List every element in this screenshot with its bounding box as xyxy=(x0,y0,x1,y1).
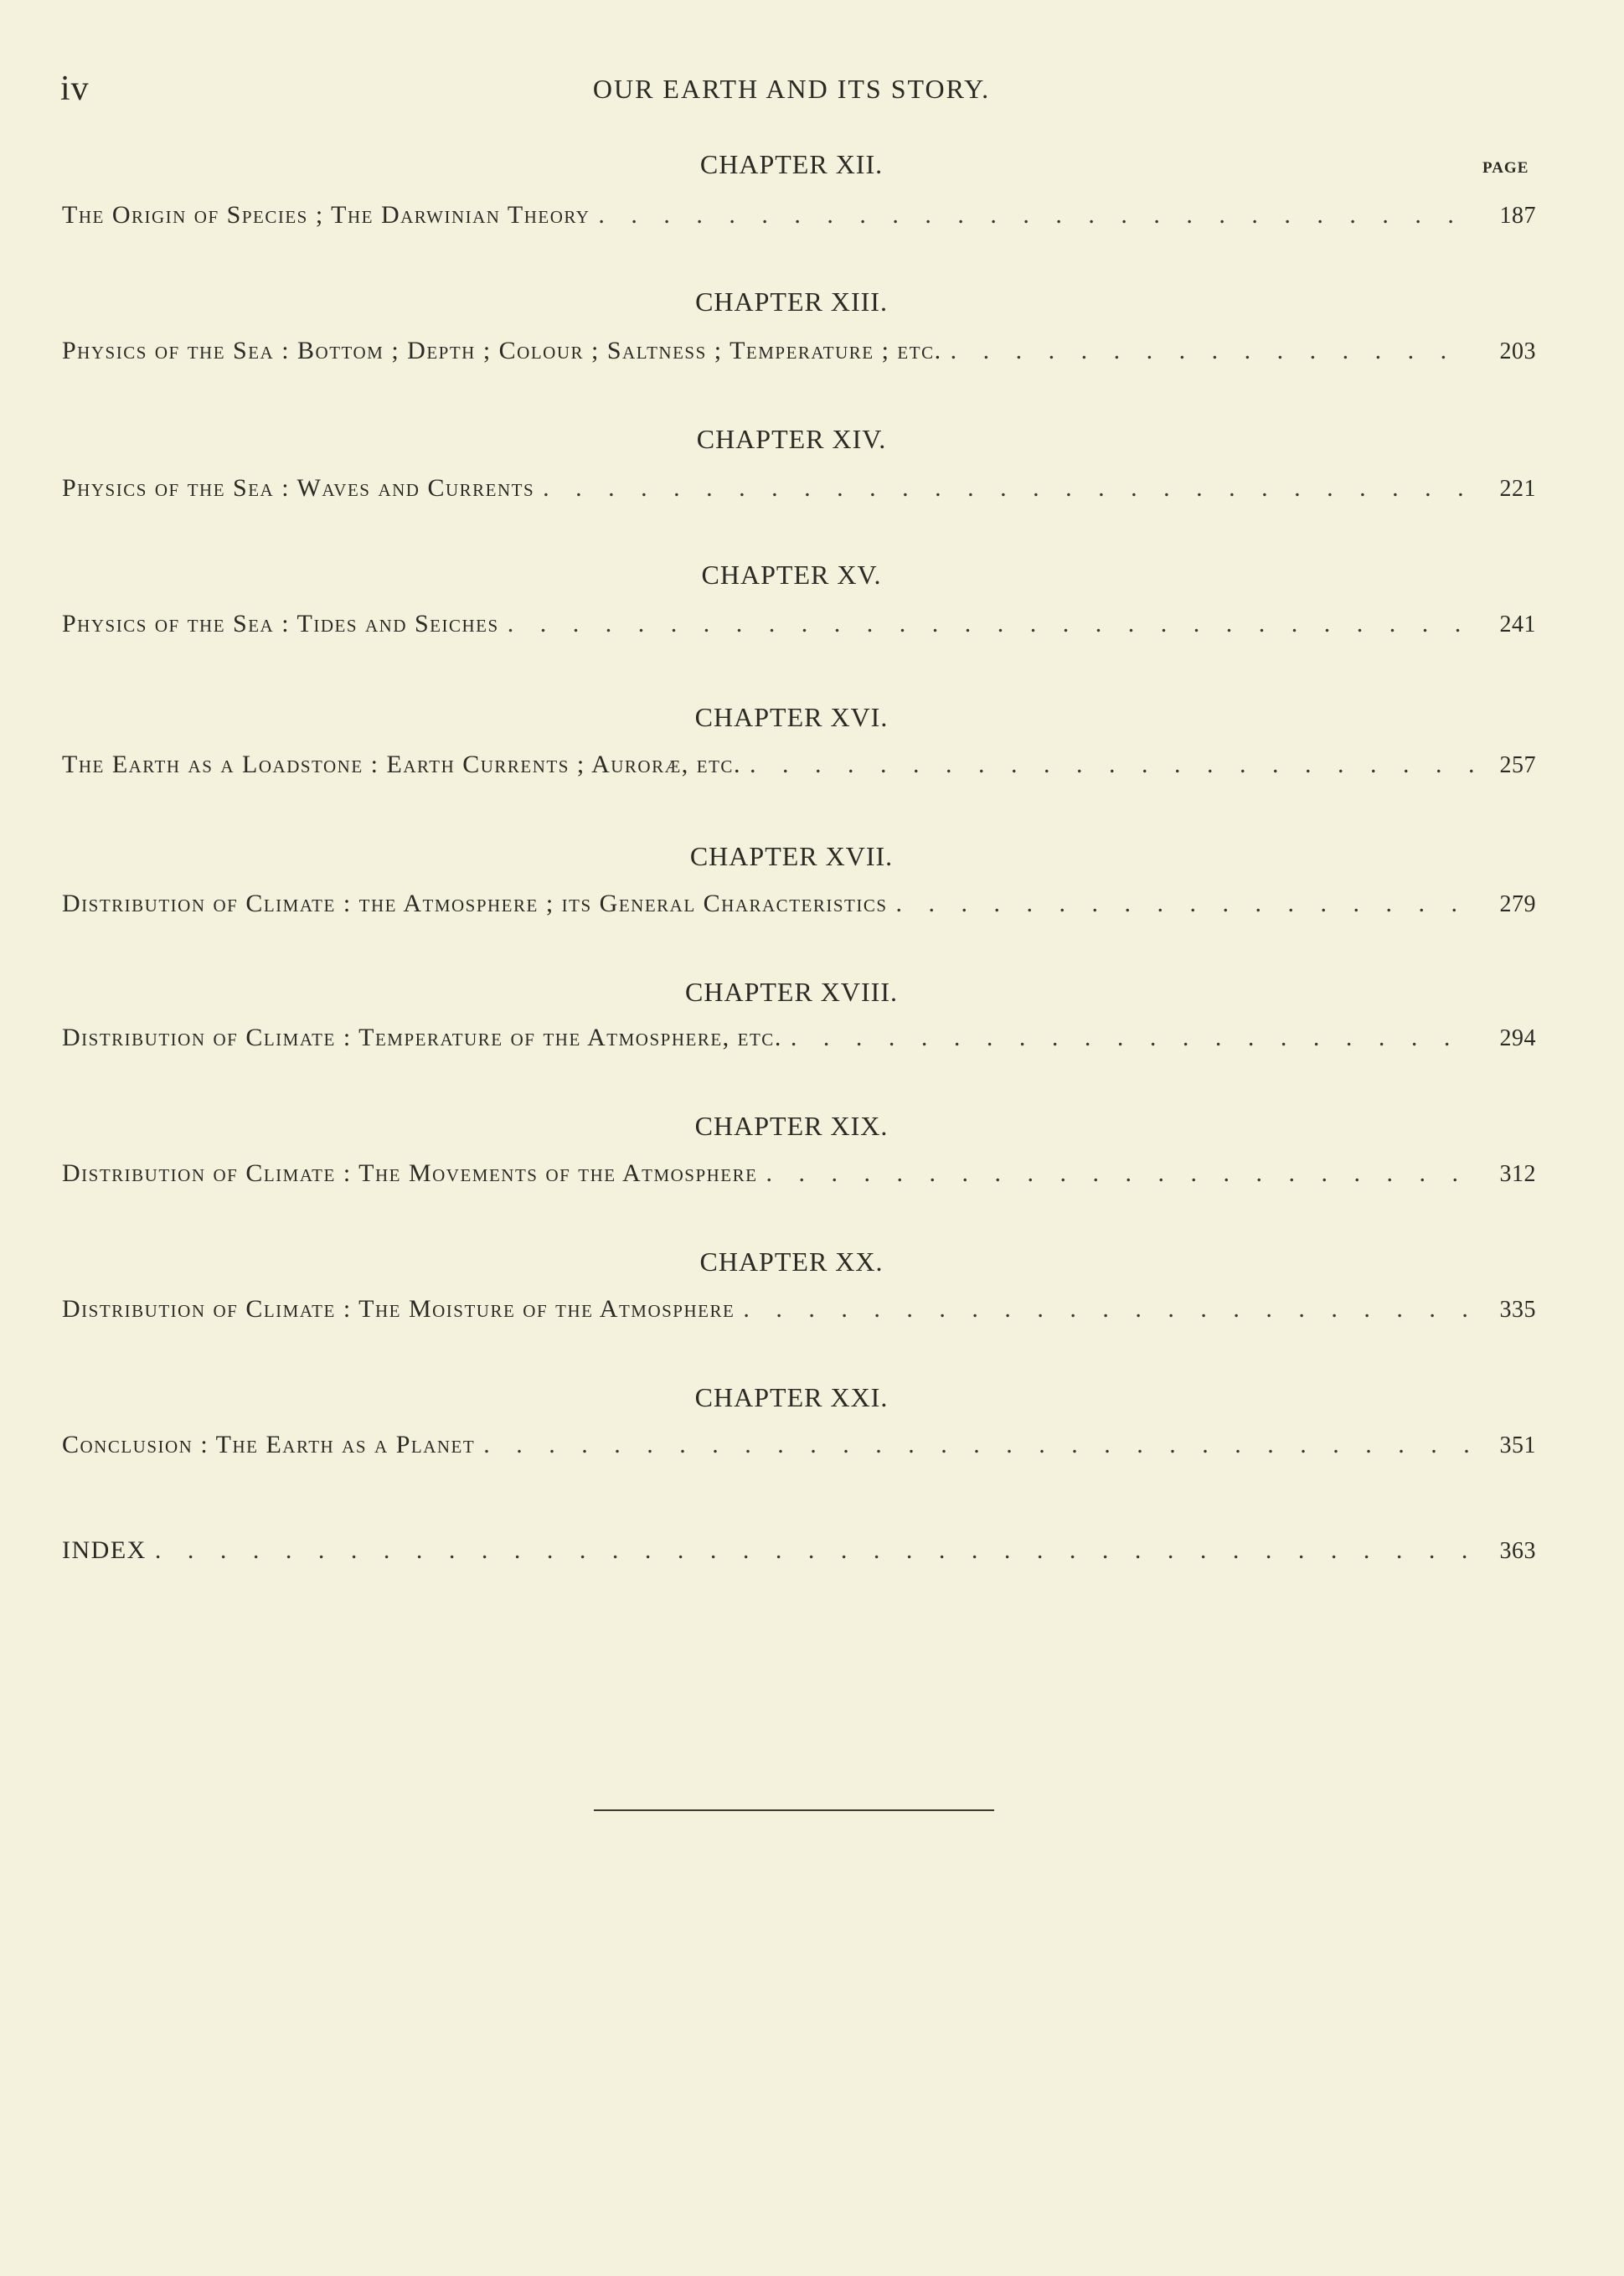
toc-entry-page: 257 xyxy=(1499,752,1536,778)
toc-entry-title: The Earth as a Loadstone : Earth Currents ; Auroræ, etc. xyxy=(62,751,741,778)
toc-entry xyxy=(62,1431,1536,1464)
dot-leader xyxy=(508,610,1474,638)
folio-page-number: iv xyxy=(60,70,90,108)
chapter-heading: CHAPTER XVIII. xyxy=(685,977,898,1007)
dot-leader xyxy=(791,1024,1474,1052)
page-column-label: PAGE xyxy=(1482,159,1529,177)
dot-leader xyxy=(598,201,1474,230)
chapter-heading: CHAPTER XIII. xyxy=(695,286,888,317)
toc-entry xyxy=(62,751,1536,784)
closing-rule xyxy=(594,1809,994,1811)
toc-entry-page: 294 xyxy=(1499,1025,1536,1051)
chapter-heading: CHAPTER XIX. xyxy=(694,1111,889,1141)
toc-entry-page: 187 xyxy=(1499,203,1536,229)
toc-entry xyxy=(62,1295,1536,1329)
toc-entry xyxy=(62,474,1536,508)
toc-entry-title: Physics of the Sea : Tides and Seiches xyxy=(62,610,499,637)
dot-leader xyxy=(951,337,1474,365)
index-page: 363 xyxy=(1499,1538,1536,1564)
chapter-heading: CHAPTER XVI. xyxy=(694,702,889,732)
toc-entry-page: 351 xyxy=(1499,1432,1536,1458)
dot-leader xyxy=(155,1536,1474,1565)
toc-entry-title: Physics of the Sea : Waves and Currents xyxy=(62,474,535,502)
toc-entry xyxy=(62,1024,1536,1057)
chapter-heading: CHAPTER XX. xyxy=(699,1246,884,1277)
toc-entry xyxy=(62,610,1536,643)
toc-entry-page: 221 xyxy=(1499,476,1536,502)
running-title: OUR EARTH AND ITS STORY. xyxy=(592,74,991,104)
dot-leader xyxy=(543,474,1474,503)
chapter-heading: CHAPTER XV. xyxy=(701,560,882,590)
chapter-heading: CHAPTER XIV. xyxy=(696,424,887,454)
toc-entry-title: Distribution of Climate : The Movements of the Atmosphere xyxy=(62,1159,758,1187)
chapter-heading: CHAPTER XII. xyxy=(699,149,884,179)
toc-entry xyxy=(62,337,1536,370)
toc-entry-title: Distribution of Climate : Temperature of the Atmosphere, etc. xyxy=(62,1024,782,1051)
toc-entry-title: Physics of the Sea : Bottom ; Depth ; Colour ; Saltness ; Temperature ; etc. xyxy=(62,337,942,364)
toc-entry-page: 241 xyxy=(1499,612,1536,637)
toc-entry-page: 312 xyxy=(1499,1161,1536,1187)
dot-leader xyxy=(750,751,1474,779)
toc-entry-title: The Origin of Species ; The Darwinian Theory xyxy=(62,201,590,229)
toc-entry-title: Conclusion : The Earth as a Planet xyxy=(62,1431,476,1458)
toc-entry-title: Distribution of Climate : the Atmosphere ; its General Characteristics xyxy=(62,890,888,917)
toc-entry-page: 335 xyxy=(1499,1297,1536,1323)
index-title: INDEX xyxy=(62,1536,147,1564)
toc-entry xyxy=(62,890,1536,923)
toc-entry xyxy=(62,1159,1536,1193)
chapter-heading: CHAPTER XVII. xyxy=(689,841,894,871)
dot-leader xyxy=(766,1159,1474,1188)
toc-index-entry xyxy=(62,1536,1536,1570)
dot-leader xyxy=(483,1431,1474,1459)
toc-entry-page: 203 xyxy=(1499,338,1536,364)
toc-entry-page: 279 xyxy=(1499,891,1536,917)
toc-entry xyxy=(62,201,1536,235)
dot-leader xyxy=(743,1295,1474,1324)
chapter-heading: CHAPTER XXI. xyxy=(694,1382,889,1412)
dot-leader xyxy=(896,890,1474,918)
toc-entry-title: Distribution of Climate : The Moisture of the Atmosphere xyxy=(62,1295,735,1323)
